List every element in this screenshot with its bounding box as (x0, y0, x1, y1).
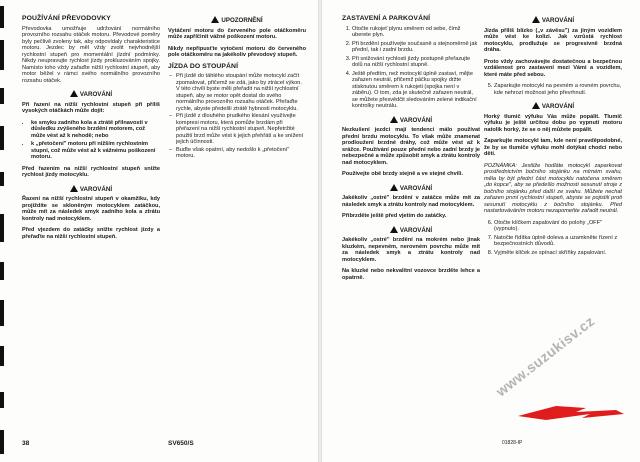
stopping-heading: ZASTAVENÍ A PARKOVÁNÍ (342, 15, 431, 22)
model-label: SV650/S (168, 440, 194, 447)
list-item: 3. Při snižování rychlosti jízdy postupně přeřazujte dolů na nižší rychlostní stupně. (352, 56, 480, 69)
warning-triangle-icon (390, 116, 398, 123)
warning-advice: Zaparkujte motocykl tam, kde není pravděpodobné, že by se tlumiče výfuku mohl dotýkat chodci nebo děti. (484, 138, 622, 157)
warning-triangle-icon (70, 90, 78, 97)
list-item: 1. Otočte rukojeť plynu směrem od sebe, čímž uberete plyn. (352, 26, 480, 39)
right-column-1 (342, 16, 480, 286)
list-item: 2. Při brzdění používejte současně a stejnoměrně jak přední, tak i zadní brzdu. (352, 41, 480, 54)
warning-triangle-icon (70, 185, 78, 192)
warning-advice: Před řazením na nižší rychlostní stupeň snižte rychlost jízdy motocyklu. (22, 165, 160, 178)
warning-title: VAROVÁNÍ (22, 90, 160, 99)
brand-swoosh-logo (516, 402, 626, 422)
caution-advice: Nikdy nepřipusťte vytočení motoru do červeného pole otáčkoměru na jakékoliv převodový stupeň. (168, 45, 306, 58)
uphill-list (168, 73, 306, 160)
warning-advice: Používejte obě brzdy stejně a ve stejné chvíli. (342, 171, 463, 177)
list-item: 7. Natočte řídítka úplně doleva a uzamkněte řízení z bezpečnostních důvodů. (494, 235, 622, 248)
warning-advice: Proto vždy zachovávejte dostatečnou a bezpečnou vzdálenost pro zastavení mezi Vámi a vozidlem, které máte před sebou. (484, 58, 622, 78)
left-column-2 (168, 16, 306, 165)
left-column-1 (22, 16, 160, 245)
warning-advice: Na kluzké nebo nekvalitní vozovce brzděte lehce a opatrně. (342, 268, 480, 281)
list-item: • k „přetočení" motoru při nižším rychlostním stupni, což může vést až k vážnému poškození motoru. (31, 141, 160, 161)
warning-title: VAROVÁNÍ (22, 185, 160, 194)
caution-text: Vytáčení motoru do červeného pole otáčkoměru může zapříčinit vážné poškození motoru. (168, 27, 306, 40)
page-number: 38 (22, 440, 30, 447)
warning-triangle-icon (532, 16, 540, 23)
stopping-steps (342, 26, 480, 110)
note-text: POZNÁMKA: Jestliže hodláte motocykl zaparkovat prostřednictvím bočního stojánku na mírném svahu, měla by být přední část motocyklu natočena směrem „do kopce", aby se předešlo možnosti sesunutí stroje z bočního stojánku před další ze svahu. Můžete nechat zařazen první rychlostní stupeň, abyste se pojistili proti sesunutí motocyklu z bočního stojánku. Před nastartováváním motoru nezapomeňte zařadit neutrál. (484, 162, 622, 214)
warning-text: Jakékoliv „ostré" brzdění v zatáčce může mít za následek smyk a ztrátu kontroly nad motocyklem. (342, 195, 480, 208)
left-page (0, 0, 318, 462)
warning-text: Při řazení na nižší rychlostní stupeň při příliš vysokých otáčkách může dojít: (22, 101, 160, 114)
list-item: 5. Zaparkujte motocykl na pevném a rovném povrchu, kde nehrozí možnost jeho převrhnutí. (494, 83, 622, 96)
warning-text: Řazení na nižší rychlostní stupeň v okamžiku, kdy projíždíte se skloněným motocyklem zatáčkou, může mít za následek smyk zadního kola a ztrátu kontroly nad motocyklem. (22, 196, 160, 222)
warning-title: VAROVÁNÍ (484, 102, 622, 111)
watermark-text: www.suzukisv.cz (492, 312, 598, 400)
warning-title: VAROVÁNÍ (484, 16, 622, 25)
gearbox-intro: Převodovka umožňuje udržování normálního provozního rozsahu otáček motoru. Převodové poměry byly pečlivě zvoleny tak, aby odpovídaly charakteristice motoru. Jezdec by měl vždy zvolit nejvhodnější rychlostní stupeň pro momentální jízdní podmínky. Nikdy neupravujte rychlost jízdy prokluzováním spojky. Namísto toho vždy zařaďte nižší rychlostní stupeň, aby motor běžel v rámci svého normálního provozního rozsahu otáček. (22, 25, 160, 84)
warning-text: Jízda příliš blízko („v závěsu") za jiným vozidlem může vést ke kolizi. Jak vzrůstá rychlost motocyklu, prodlužuje se progresivně brzdná dráha. (484, 27, 622, 53)
warning-bullets (22, 120, 160, 161)
warning-title: VAROVÁNÍ (342, 226, 480, 235)
warning-text: Jakékoliv „ostré" brzdění na mokrém nebo jinak kluzkém, nepevném, nerovném povrchu může mít za následek smyk a ztrátu kontroly nad motocyklem. (342, 237, 480, 263)
uphill-heading: JÍZDA DO STOUPÁNÍ (168, 62, 239, 70)
caution-triangle-icon (211, 16, 219, 23)
caution-title: UPOZORNĚNÍ (168, 16, 306, 25)
warning-text: Nezkušení jezdci mají tendenci málo používat přední brzdu motocyklu. To však může znamenat prodloužení brzdné dráhy, což může vést až k srážce. Používání pouze přední nebo zadní brzdy je nebezpečné a může způsobit smyk a ztrátu kontroly nad motocyklem. (342, 127, 481, 166)
footer-code: 01828-IP (502, 440, 523, 446)
warning-title: VAROVÁNÍ (342, 116, 480, 125)
final-steps (484, 220, 622, 257)
warning-text: Horký tlumič výfuku Vás může popálit. Tlumič výfuku je ještě určitou dobu po vypnutí motoru natolik horký, že se o něj můžete popálit. (484, 113, 622, 133)
warning-advice: Přibrzděte ještě před vjetím do zatáčky. (342, 213, 447, 219)
right-column-2 (484, 16, 622, 260)
list-item: – Při jízdě z dlouhého prudkého klesání využívejte kompresi motoru, která pomůže brzdám při přeřazení na nižší rychlostní stupeň. Nepřetržité použití brzd může vést k jejich přehřátí a ke snížení jejich účinnosti. (176, 113, 306, 146)
warning-advice: Před vjezdem do zatáčky snižte rychlost jízdy a přeřaďte na nižší rychlostní stupeň. (22, 227, 160, 240)
list-item: – Při jízdě do táhlého stoupání může motocykl začít zpomalovat, přičemž se zdá, jako by ztrácel výkon. V této chvíli byste měli přeřadit na nižší rychlostní stupeň, aby se motor opět dostal do svého normálního provozního rozsahu otáček. Přeřaďte rychle, abyste předešli ztrátě hybnosti motocyklu. (176, 73, 306, 112)
list-item: – Buďte však opatrní, aby nedošlo k „přetočení" motoru. (176, 147, 306, 160)
list-item: • ke smyku zadního kola a ztrátě přilnavosti v důsledku zvýšeného brzdění motorem, což může vést až k nehodě; nebo (31, 120, 160, 140)
list-item: 6. Otočte klíčkem zapalování do polohy „OFF" (vypnuto). (494, 220, 622, 233)
list-item: 4. Ještě předtím, než motocykl úplně zastaví, mějte zařazen neutrál, přičemž páčku spojky držte stisknutou směrem k rukojeti (spojka není v záběru). O tom, zda je skutečně zařazen neutrál, se můžete přesvědčit sledováním zelené indikační kontrolky neutrálu. (352, 71, 480, 110)
gearbox-heading: POUŽÍVÁNÍ PŘEVODOVKY (22, 15, 111, 22)
warning-title: VAROVÁNÍ (342, 184, 480, 193)
parking-steps (484, 83, 622, 96)
list-item: 8. Vyjměte klíček ze spínací skříňky zapalování. (494, 250, 622, 257)
warning-triangle-icon (532, 102, 540, 109)
warning-triangle-icon (390, 184, 398, 191)
warning-triangle-icon (390, 226, 398, 233)
